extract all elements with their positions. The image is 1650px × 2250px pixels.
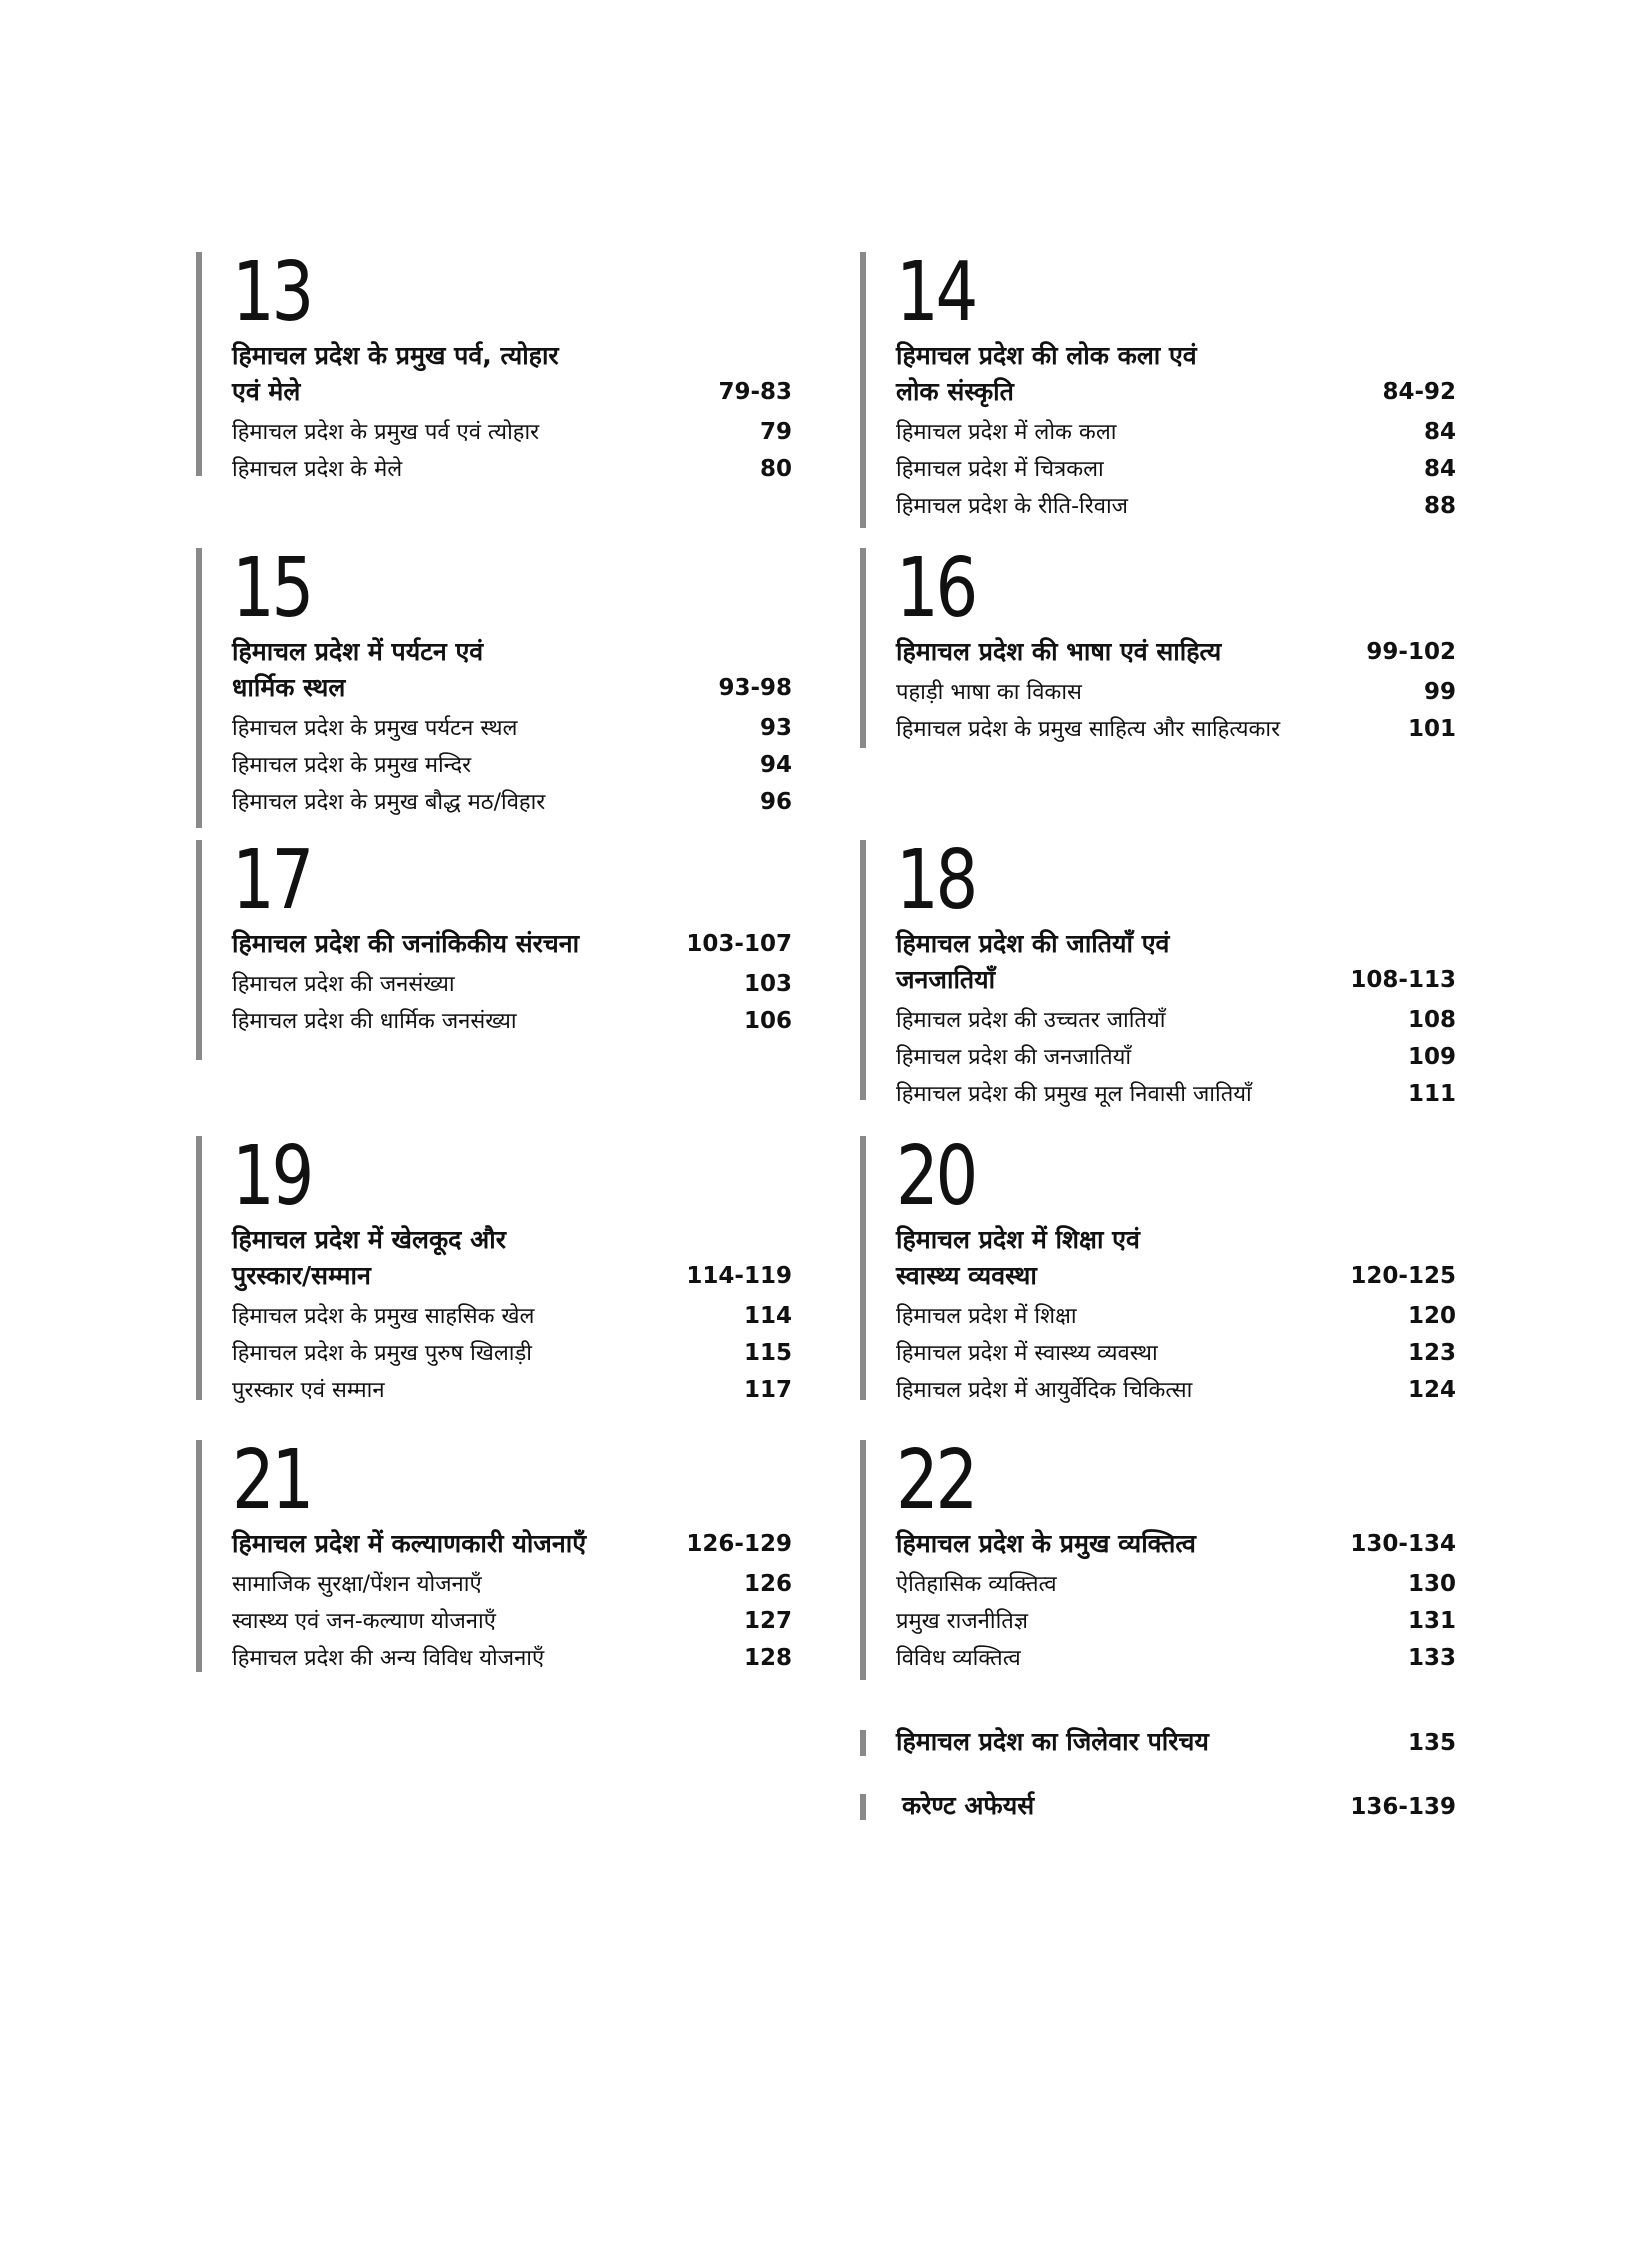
topic-label: हिमाचल प्रदेश के प्रमुख पुरुष खिलाड़ी <box>232 1341 532 1366</box>
chapter-title-line: स्वास्थ्य व्यवस्था <box>896 1261 1037 1290</box>
chapter-title-line: धार्मिक स्थल <box>232 673 346 702</box>
chapter-number: 20 <box>896 1129 976 1224</box>
topic-page: 133 <box>1407 1645 1456 1671</box>
chapter-13[interactable] <box>232 245 792 488</box>
chapter-bar <box>196 840 202 1060</box>
chapter-19[interactable] <box>232 1129 792 1409</box>
extra-district-intro[interactable] <box>896 1724 1456 1758</box>
chapter-number: 22 <box>896 1433 976 1528</box>
topic-label: हिमाचल प्रदेश की धार्मिक जनसंख्या <box>232 1009 517 1034</box>
chapter-bar <box>860 1136 866 1400</box>
topic-item[interactable] <box>232 966 792 1003</box>
topic-page: 84 <box>1423 456 1456 482</box>
chapter-title[interactable] <box>896 926 1456 998</box>
chapter-title[interactable] <box>232 926 792 962</box>
topic-label: पहाड़ी भाषा का विकास <box>896 680 1082 705</box>
chapter-bar <box>860 1794 866 1820</box>
extra-title: हिमाचल प्रदेश का जिलेवार परिचय <box>896 1727 1209 1756</box>
topic-page: 101 <box>1407 716 1456 742</box>
topic-item[interactable] <box>232 784 792 821</box>
chapter-title-line: हिमाचल प्रदेश की भाषा एवं साहित्य <box>896 637 1222 666</box>
topic-label: हिमाचल प्रदेश के प्रमुख मन्दिर <box>232 753 472 778</box>
topic-label: हिमाचल प्रदेश के प्रमुख पर्यटन स्थल <box>232 716 518 741</box>
chapter-title[interactable] <box>232 634 792 706</box>
chapter-14[interactable] <box>896 245 1456 525</box>
topic-page: 123 <box>1407 1340 1456 1366</box>
topic-page: 131 <box>1407 1608 1456 1634</box>
chapter-number: 17 <box>232 833 312 928</box>
chapter-page-range: 108-113 <box>1350 967 1456 993</box>
topic-label: हिमाचल प्रदेश के रीति-रिवाज <box>896 494 1128 519</box>
chapter-17[interactable] <box>232 833 792 1040</box>
topic-item[interactable] <box>896 488 1456 525</box>
topic-item[interactable] <box>896 1039 1456 1076</box>
topic-page: 84 <box>1423 419 1456 445</box>
topic-label: हिमाचल प्रदेश में आयुर्वेदिक चिकित्सा <box>896 1378 1193 1403</box>
chapter-bar <box>860 840 866 1100</box>
topic-label: विविध व्यक्तित्व <box>896 1646 1021 1671</box>
chapter-title[interactable] <box>896 634 1456 670</box>
topic-page: 120 <box>1407 1303 1456 1329</box>
topic-page: 103 <box>743 971 792 997</box>
topic-item[interactable] <box>896 1603 1456 1640</box>
chapter-title[interactable] <box>896 338 1456 410</box>
extra-page: 136-139 <box>1350 1794 1456 1820</box>
topic-label: ऐतिहासिक व्यक्तित्व <box>896 1572 1057 1597</box>
chapter-21[interactable] <box>232 1433 792 1677</box>
topic-label: हिमाचल प्रदेश के प्रमुख साहित्य और साहित्यकार <box>896 717 1281 742</box>
chapter-page-range: 79-83 <box>718 379 792 405</box>
topic-page: 111 <box>1407 1081 1456 1107</box>
topic-page: 127 <box>743 1608 792 1634</box>
topic-label: हिमाचल प्रदेश में शिक्षा <box>896 1304 1077 1329</box>
chapter-20[interactable] <box>896 1129 1456 1409</box>
topic-label: प्रमुख राजनीतिज्ञ <box>896 1609 1028 1634</box>
chapter-bar <box>860 1730 866 1756</box>
topic-item[interactable] <box>896 1298 1456 1335</box>
topic-page: 94 <box>759 752 792 778</box>
topic-page: 108 <box>1407 1007 1456 1033</box>
chapter-title-line: हिमाचल प्रदेश में खेलकूद और <box>232 1225 506 1254</box>
chapter-bar <box>196 1136 202 1400</box>
topic-page: 126 <box>743 1571 792 1597</box>
topic-page: 80 <box>759 456 792 482</box>
topic-item[interactable] <box>896 1640 1456 1677</box>
chapter-bar <box>196 252 202 476</box>
topic-page: 117 <box>743 1377 792 1403</box>
topic-page: 99 <box>1423 679 1456 705</box>
extra-current-affairs[interactable] <box>896 1788 1456 1822</box>
topic-page: 115 <box>743 1340 792 1366</box>
topic-label: हिमाचल प्रदेश में लोक कला <box>896 420 1117 445</box>
topic-item[interactable] <box>232 1566 792 1603</box>
topic-label: हिमाचल प्रदेश में चित्रकला <box>896 457 1104 482</box>
extra-page: 135 <box>1407 1730 1456 1756</box>
topic-item[interactable] <box>896 1076 1456 1113</box>
topic-item[interactable] <box>232 1603 792 1640</box>
chapter-page-range: 126-129 <box>686 1531 792 1557</box>
chapter-16[interactable] <box>896 541 1456 748</box>
chapter-title[interactable] <box>232 1526 792 1562</box>
topic-item[interactable] <box>232 1003 792 1040</box>
chapter-page-range: 120-125 <box>1350 1263 1456 1289</box>
chapter-page-range: 93-98 <box>718 675 792 701</box>
chapter-number: 13 <box>232 245 312 340</box>
topic-label: हिमाचल प्रदेश के मेले <box>232 457 403 482</box>
topic-item[interactable] <box>896 711 1456 748</box>
topic-item[interactable] <box>232 1335 792 1372</box>
chapter-bar <box>196 548 202 828</box>
topic-page: 93 <box>759 715 792 741</box>
chapter-page-range: 114-119 <box>686 1263 792 1289</box>
chapter-page-range: 130-134 <box>1350 1531 1456 1557</box>
topic-item[interactable] <box>232 451 792 488</box>
chapter-title-line: लोक संस्कृति <box>896 377 1014 406</box>
chapter-bar <box>860 252 866 528</box>
chapter-number: 19 <box>232 1129 312 1224</box>
chapter-number: 14 <box>896 245 976 340</box>
topic-label: हिमाचल प्रदेश की जनसंख्या <box>232 972 455 997</box>
chapter-page-range: 84-92 <box>1382 379 1456 405</box>
chapter-title-line: हिमाचल प्रदेश की लोक कला एवं <box>896 341 1197 370</box>
chapter-22[interactable] <box>896 1433 1456 1677</box>
chapter-title-line: हिमाचल प्रदेश की जातियाँ एवं <box>896 929 1170 958</box>
topic-item[interactable] <box>232 1298 792 1335</box>
chapter-title[interactable] <box>232 1222 792 1294</box>
chapter-title-line: हिमाचल प्रदेश में कल्याणकारी योजनाएँ <box>232 1529 587 1558</box>
chapter-title[interactable] <box>896 1526 1456 1562</box>
topic-label: पुरस्कार एवं सम्मान <box>232 1378 385 1403</box>
topic-item[interactable] <box>896 451 1456 488</box>
chapter-bar <box>860 548 866 748</box>
chapter-title-line: जनजातियाँ <box>896 965 996 994</box>
topic-item[interactable] <box>896 1372 1456 1409</box>
topic-item[interactable] <box>896 1566 1456 1603</box>
topic-item[interactable] <box>896 1002 1456 1039</box>
chapter-title-line: हिमाचल प्रदेश में पर्यटन एवं <box>232 637 484 666</box>
topic-label: हिमाचल प्रदेश की अन्य विविध योजनाएँ <box>232 1646 545 1671</box>
chapter-18[interactable] <box>896 833 1456 1113</box>
topic-page: 128 <box>743 1645 792 1671</box>
topic-page: 88 <box>1423 493 1456 519</box>
topic-item[interactable] <box>896 1335 1456 1372</box>
topic-label: हिमाचल प्रदेश की जनजातियाँ <box>896 1045 1132 1070</box>
topic-label: हिमाचल प्रदेश की उच्चतर जातियाँ <box>896 1008 1166 1033</box>
chapter-title-line: हिमाचल प्रदेश में शिक्षा एवं <box>896 1225 1140 1254</box>
chapter-page-range: 99-102 <box>1366 639 1456 665</box>
chapter-bar <box>196 1440 202 1672</box>
topic-label: हिमाचल प्रदेश के प्रमुख बौद्ध मठ/विहार <box>232 790 546 815</box>
extra-title: करेण्ट अफेयर्स <box>902 1791 1035 1820</box>
topic-label: हिमाचल प्रदेश में स्वास्थ्य व्यवस्था <box>896 1341 1158 1366</box>
chapter-15[interactable] <box>232 541 792 821</box>
chapter-title-line: हिमाचल प्रदेश के प्रमुख पर्व, त्योहार <box>232 341 559 370</box>
topic-page: 124 <box>1407 1377 1456 1403</box>
topic-item[interactable] <box>232 414 792 451</box>
chapter-bar <box>860 1440 866 1680</box>
topic-item[interactable] <box>232 710 792 747</box>
topic-page: 106 <box>743 1008 792 1034</box>
topic-page: 114 <box>743 1303 792 1329</box>
topic-page: 96 <box>759 789 792 815</box>
topic-label: हिमाचल प्रदेश के प्रमुख पर्व एवं त्योहार <box>232 420 540 445</box>
topic-item[interactable] <box>232 1640 792 1677</box>
chapter-title-line: हिमाचल प्रदेश के प्रमुख व्यक्तित्व <box>896 1529 1196 1558</box>
topic-item[interactable] <box>232 1372 792 1409</box>
topic-label: हिमाचल प्रदेश के प्रमुख साहसिक खेल <box>232 1304 535 1329</box>
chapter-title-line: पुरस्कार/सम्मान <box>232 1261 371 1290</box>
topic-label: स्वास्थ्य एवं जन-कल्याण योजनाएँ <box>232 1609 496 1634</box>
topic-item[interactable] <box>896 414 1456 451</box>
chapter-number: 15 <box>232 541 312 636</box>
chapter-page-range: 103-107 <box>686 931 792 957</box>
topic-label: हिमाचल प्रदेश की प्रमुख मूल निवासी जातियाँ <box>896 1082 1252 1107</box>
chapter-number: 18 <box>896 833 976 928</box>
chapter-title-line: एवं मेले <box>232 377 301 406</box>
topic-page: 130 <box>1407 1571 1456 1597</box>
chapter-number: 16 <box>896 541 976 636</box>
chapter-title[interactable] <box>896 1222 1456 1294</box>
topic-page: 109 <box>1407 1044 1456 1070</box>
chapter-title-line: हिमाचल प्रदेश की जनांकिकीय संरचना <box>232 929 580 958</box>
topic-page: 79 <box>759 419 792 445</box>
chapter-title[interactable] <box>232 338 792 410</box>
topic-label: सामाजिक सुरक्षा/पेंशन योजनाएँ <box>232 1572 482 1597</box>
topic-item[interactable] <box>232 747 792 784</box>
chapter-number: 21 <box>232 1433 312 1528</box>
topic-item[interactable] <box>896 674 1456 711</box>
